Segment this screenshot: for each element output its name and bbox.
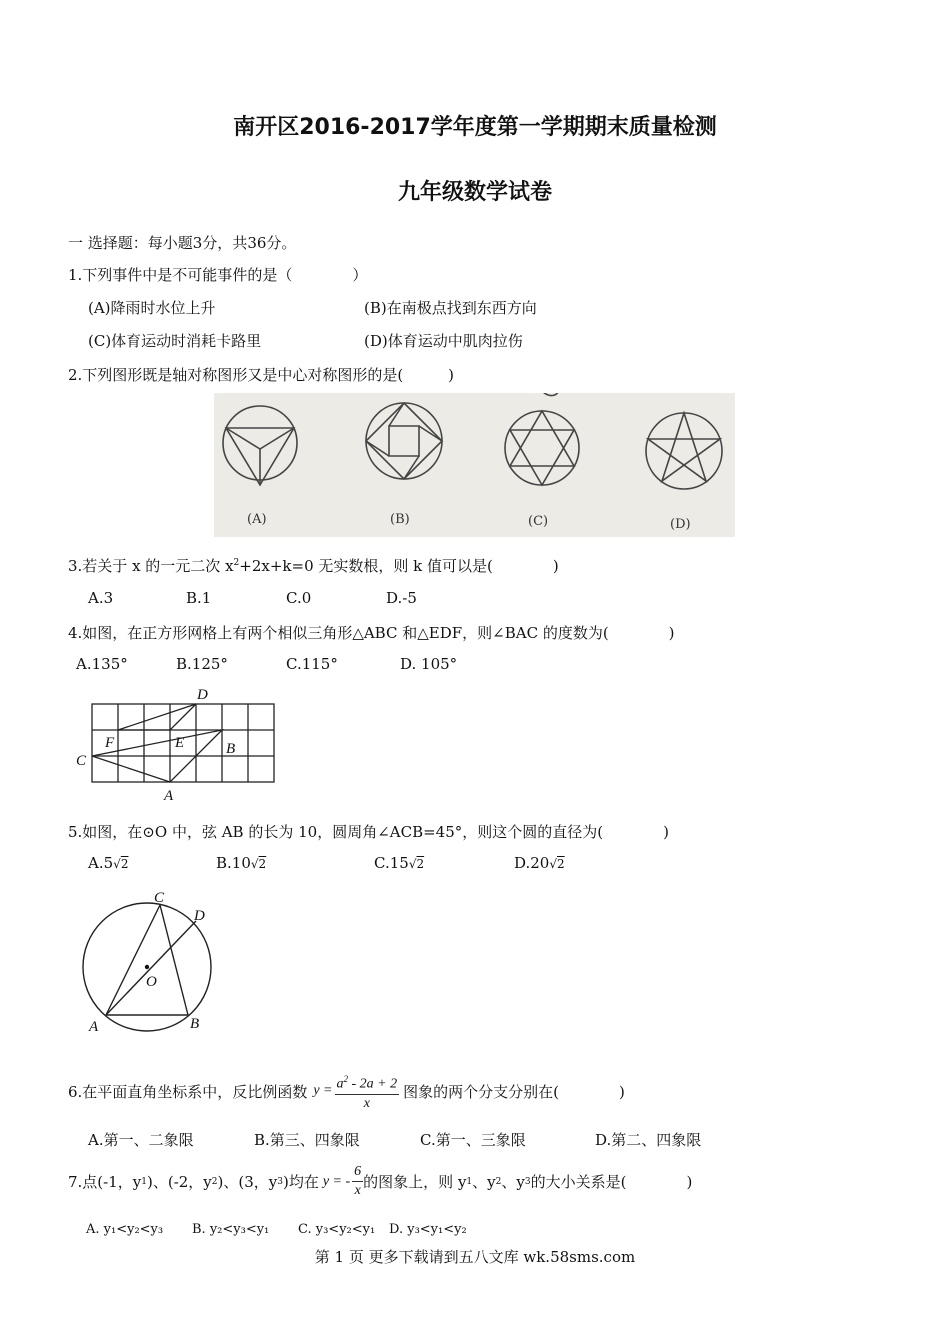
point-label-d: D: [197, 687, 208, 703]
point-label-f: F: [105, 735, 115, 751]
q6-stem: 6.在平面直角坐标系中，反比例函数 y = $\frac{a^2 - 2a + 2}{x}$ 图象的两个分支分别在( ): [68, 1070, 625, 1113]
q3-stem: 3.若关于 x 的一元二次 $x^2+2x+k=0$ 无实数根，则 k 值可以是( ): [68, 557, 559, 575]
point-label-c: C: [154, 890, 165, 906]
q3-option-c: C.0: [286, 589, 312, 607]
q7-fraction: $\frac{6}{x}$: [354, 1164, 362, 1198]
q6-option-d: D.第二、四象限: [595, 1131, 702, 1149]
q5-circle-figure: [76, 888, 226, 1038]
q1-option-b: (B)在南极点找到东西方向: [364, 299, 537, 317]
q4-option-d: D. 105°: [400, 655, 458, 673]
q6-option-b: B.第三、四象限: [254, 1131, 360, 1149]
point-label-o: O: [146, 974, 157, 990]
q5-option-b: B.10√2: [216, 854, 267, 872]
q1-stem: 1.下列事件中是不可能事件的是（ ）: [68, 266, 368, 284]
q2-stem: 2.下列图形既是轴对称图形又是中心对称图形的是( ): [68, 366, 455, 384]
q5-option-c: C.15√2: [374, 854, 425, 872]
q6-option-c: C.第一、三象限: [420, 1131, 526, 1149]
q5-option-d: D.20√2: [514, 854, 565, 872]
q4-stem: 4.如图，在正方形网格上有两个相似三角形△ABC 和△EDF，则∠BAC 的度数为( ): [68, 624, 675, 642]
section-heading: 一 选择题：每小题3分，共36分。: [68, 234, 297, 252]
page-footer: 第 1 页 更多下载请到五八文库 wk.58sms.com: [314, 1248, 636, 1266]
point-label-b: B: [190, 1016, 200, 1032]
point-label-b: B: [226, 741, 236, 757]
point-label-a: A: [164, 788, 174, 804]
figure-d: [646, 413, 722, 489]
figure-b: [366, 403, 442, 479]
point-label-d: D: [194, 908, 205, 924]
q1-option-a: (A)降雨时水位上升: [88, 299, 216, 317]
q6-fraction: $\frac{a^2 - 2a + 2}{x}$: [335, 1070, 400, 1113]
page-title: 南开区2016-2017学年度第一学期期末质量检测: [233, 115, 717, 140]
figure-label-a: (A): [247, 512, 267, 527]
point-label-a: A: [89, 1019, 99, 1035]
q3-option-a: A.3: [88, 589, 114, 607]
q4-option-c: C.115°: [286, 655, 338, 673]
point-label-c: C: [76, 753, 87, 769]
q2-figure-photo: [214, 393, 735, 537]
q5-option-a: A.5√2: [88, 854, 129, 872]
figure-c: [505, 411, 579, 485]
q7-option-b: B. y₂<y₃<y₁: [192, 1222, 270, 1237]
q7-option-a: A. y₁<y₂<y₃: [86, 1222, 164, 1237]
figure-label-d: (D): [670, 517, 691, 532]
q3-option-b: B.1: [186, 589, 212, 607]
figure-label-c: (C): [528, 514, 549, 529]
q7-stem: 7.点(-1，y 1 )、(-2，y 2 )、(3，y 3 )均在 y = - $\frac{6}{x}$ 的图象上，则 y 1 、y 2 、y 3 的大小关系是( ): [68, 1164, 693, 1198]
q1-option-d: (D)体育运动中肌肉拉伤: [364, 332, 523, 350]
figure-label-b: (B): [390, 512, 410, 527]
q5-stem: 5.如图，在⊙O 中，弦 AB 的长为 10，圆周角∠ACB=45°，则这个圆的直径为( ): [68, 823, 669, 841]
figure-a: [223, 406, 297, 485]
q7-option-c: C. y₃<y₂<y₁: [298, 1222, 376, 1237]
page-subtitle: 九年级数学试卷: [397, 180, 552, 205]
q4-option-b: B.125°: [176, 655, 228, 673]
q7-option-d: D. y₃<y₁<y₂: [389, 1222, 467, 1237]
q4-option-a: A.135°: [76, 655, 128, 673]
q6-option-a: A.第一、二象限: [88, 1131, 194, 1149]
q2-figures: [214, 393, 735, 537]
q4-grid-figure: [70, 682, 290, 804]
q1-option-c: (C)体育运动时消耗卡路里: [88, 332, 262, 350]
q3-option-d: D.-5: [386, 589, 417, 607]
point-label-e: E: [175, 735, 185, 751]
